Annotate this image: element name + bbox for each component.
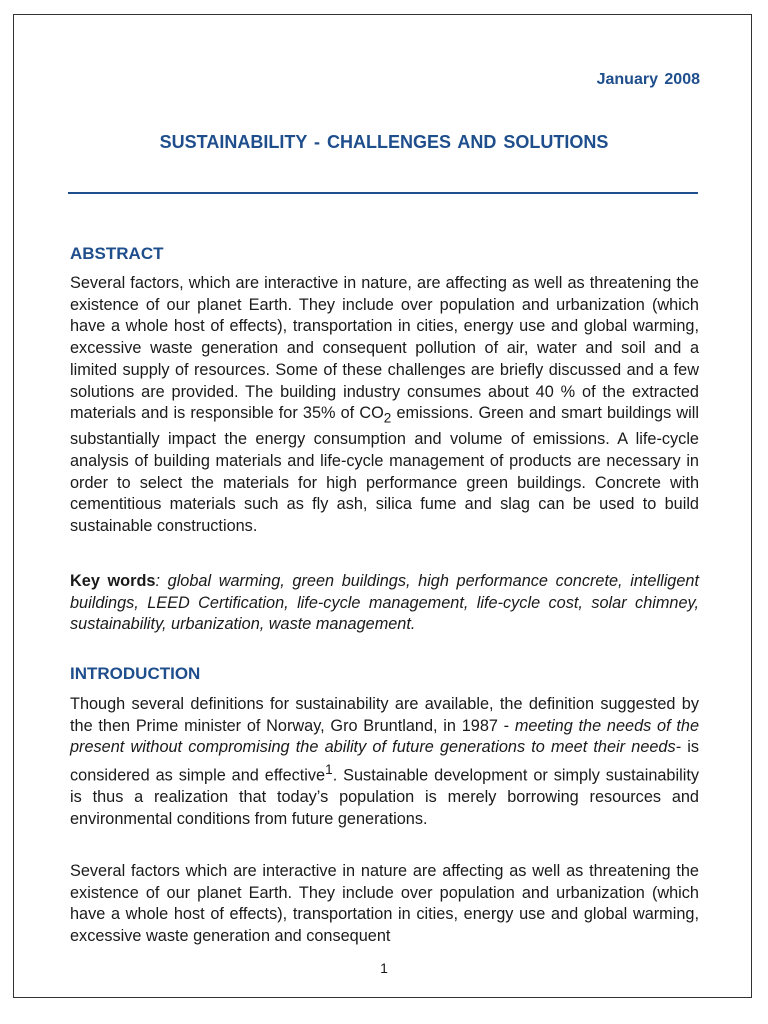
- introduction-paragraph-2: Several factors which are interactive in nature are affecting as well as threatening the existence of our planet Earth. They include over population and urbanization (which have a whole host of effects), transportation in cities, energy use and global warming, excessive waste generation and consequent: [70, 862, 699, 946]
- abstract-text-part-1: Several factors, which are interactive in nature, are affecting as well as threatening the existence of our planet Earth. They include over population and urbanization (which have a whole host of effects), transportation in cities, energy use and global warming, excessive waste generation and consequent pollution of air, water and soil and a limited supply of resources. Some of these challenges are briefly discussed and a few solutions are provided. The building industry consumes about 40 % of the extracted materials and is responsible for 35% of CO: [70, 274, 699, 423]
- intro-p1-part-b: is considered as simple and effective: [70, 738, 700, 785]
- intro-p1-part-a: Though several definitions for sustainability are available, the definition suggested by the then Prime minister of Norway, Gro Bruntland, in 1987 -: [70, 695, 699, 735]
- document-date: January 2008: [596, 71, 700, 88]
- abstract-heading: ABSTRACT: [70, 244, 164, 263]
- introduction-paragraph-1: [70, 694, 699, 831]
- abstract-text-part-2: emissions. Green and smart buildings will substantially impact the energy consumption and volume of emissions. A life-cycle analysis of building materials and life-cycle management of products are necessary in order to select the materials for high performance green buildings. Concrete with cementitious materials such as fly ash, silica fume and slag can be used to build sustainable constructions.: [70, 404, 699, 535]
- abstract-paragraph: [70, 273, 699, 538]
- footnote-marker: 1: [325, 762, 333, 778]
- keywords-paragraph: [70, 571, 699, 636]
- introduction-heading: INTRODUCTION: [70, 664, 201, 683]
- title-divider: [68, 192, 698, 194]
- intro-p1-part-c: . Sustainable development or simply sustainability is thus a realization that today’s population is merely borrowing resources and environmental conditions from future generations.: [70, 766, 699, 828]
- keywords-text: : global warming, green buildings, high performance concrete, intelligent buildings, LEED Certification, life-cycle management, life-cycle cost, solar chimney, sustainability, urbanization, waste management.: [70, 572, 699, 634]
- document-title: SUSTAINABILITY - CHALLENGES AND SOLUTIONS: [159, 132, 609, 152]
- page-number: 1: [380, 960, 388, 976]
- keywords-label: Key words: [70, 572, 156, 590]
- co2-subscript: 2: [383, 410, 392, 426]
- intro-p1-quote: meeting the needs of the present without compromising the ability of future generations to meet their needs-: [70, 716, 699, 757]
